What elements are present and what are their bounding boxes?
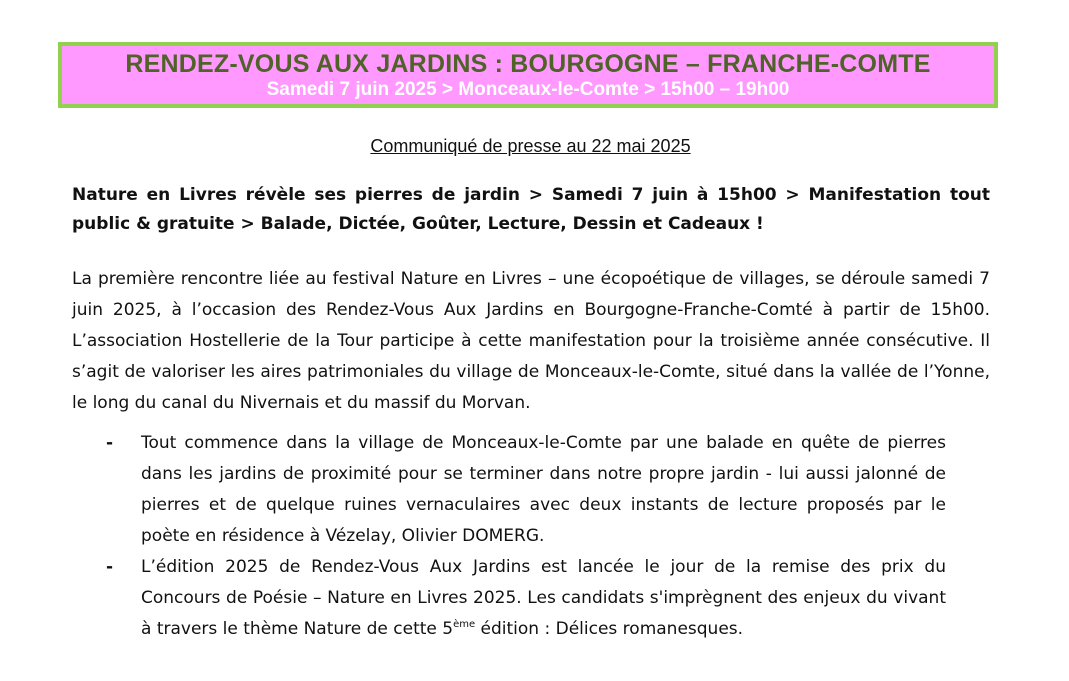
list-item: [72, 428, 990, 552]
event-banner: [58, 42, 998, 108]
banner-subtitle: Samedi 7 juin 2025 > Monceaux-le-Comte > 15h00 – 19h00: [266, 79, 790, 100]
intro-paragraph: La première rencontre liée au festival Nature en Livres – une écopoétique de villages, se déroule samedi 7 juin 2025, à l’occasion des Rendez-Vous Aux Jardins en Bourgogne-Franche-Comté à partir de 15h00. L’association Hostellerie de la Tour participe à cette manifestation pour la troisième année consécutive. Il s’agit de valoriser les aires patrimoniales du village de Monceaux-le-Comte, situé dans la vallée de l’Yonne, le long du canal du Nivernais et du massif du Morvan.: [72, 269, 990, 413]
bullet-text-after: édition : Délices romanesques.: [475, 619, 744, 639]
bullet-text: Tout commence dans la village de Monceaux-le-Comte par une balade en quête de pierres dans les jardins de proximité pour se terminer dans notre propre jardin - lui aussi jalonné de pierres et de quelque ruines vernaculaires avec deux instants de lecture proposés par le poète en résidence à Vézelay, Olivier DOMERG.: [141, 433, 946, 546]
bullet-list: [72, 428, 990, 645]
banner-title: RENDEZ-VOUS AUX JARDINS : BOURGOGNE – FRANCHE-COMTE: [125, 50, 931, 78]
press-release-date: Communiqué de presse au 22 mai 2025: [370, 136, 691, 156]
bullet-dash: -: [106, 433, 114, 453]
lead-paragraph: Nature en Livres révèle ses pierres de jardin > Samedi 7 juin à 15h00 > Manifestation tout public & gratuite > Balade, Dictée, Goûter, Lecture, Dessin et Cadeaux !: [72, 185, 990, 234]
bullet-dash: -: [106, 557, 114, 577]
list-item: [72, 552, 990, 645]
bullet-text-before: L’édition 2025 de Rendez-Vous Aux Jardins est lancée le jour de la remise des prix du Concours de Poésie – Nature en Livres 2025. Les candidats s'imprègnent des enjeux du vivant à travers le thème Nature de cette 5: [141, 557, 946, 639]
ordinal-superscript: ème: [453, 619, 476, 630]
